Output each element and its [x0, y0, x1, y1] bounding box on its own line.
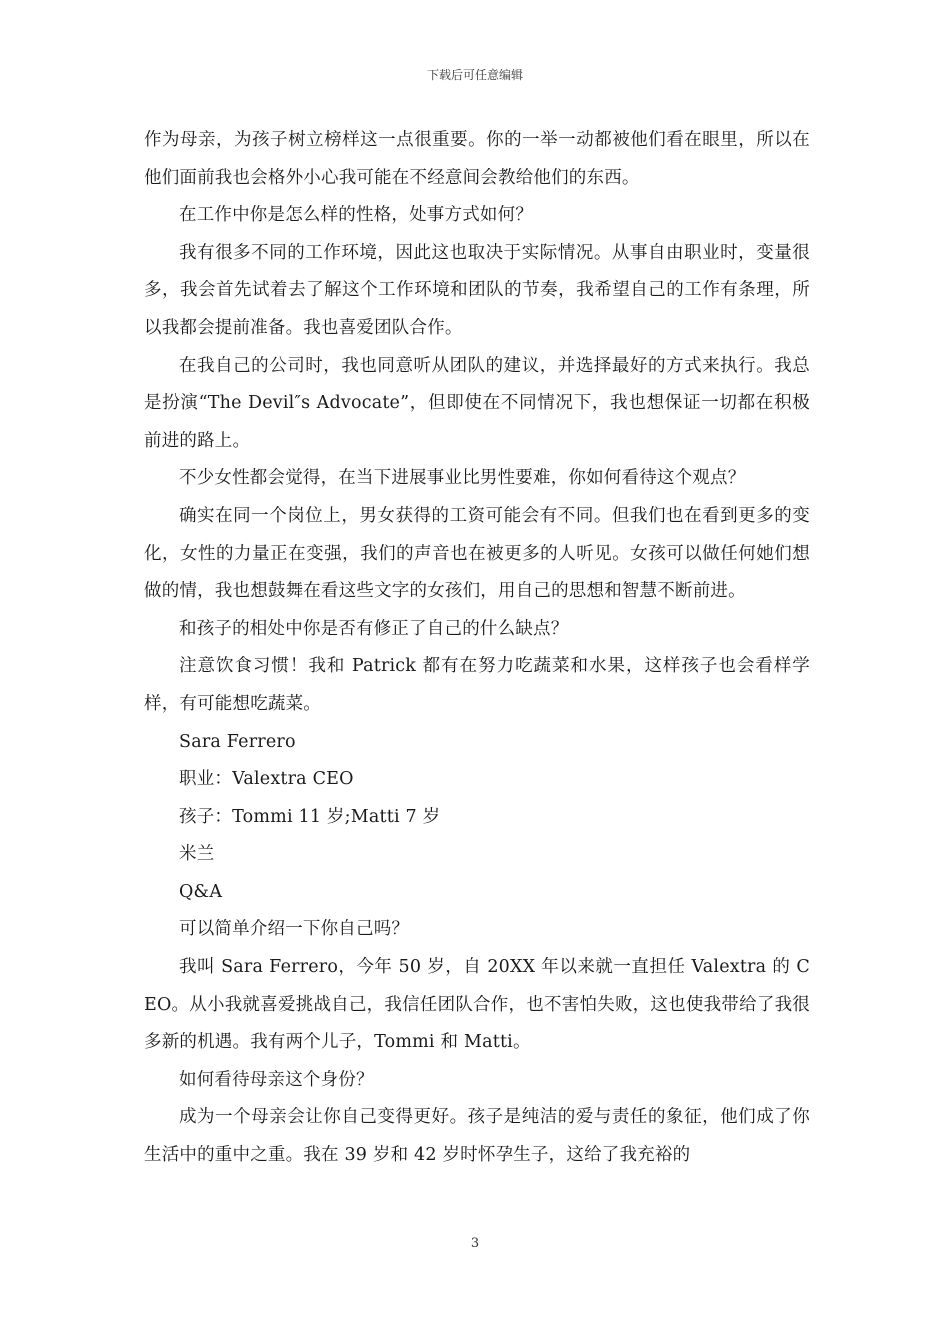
paragraph: 确实在同一个岗位上，男女获得的工资可能会有不同。但我们也在看到更多的变化，女性的力量正在变强，我们的声音也在被更多的人听见。女孩可以做任何她们想做的情，我也想鼓舞在看这些文字的女孩们，用自己的思想和智慧不断前进。	[144, 505, 810, 602]
paragraph: 作为母亲，为孩子树立榜样这一点很重要。你的一举一动都被他们看在眼里，所以在他们面前我也会格外小心我可能在不经意间会教给他们的东西。	[144, 130, 810, 188]
paragraph: 我叫 Sara Ferrero，今年 50 岁，自 20XX 年以来就一直担任 Valextra 的 CEO。从小我就喜爱挑战自己，我信任团队合作，也不害怕失败，这也使我带给了我很多新的机遇。我有两个儿子，Tommi 和 Matti。	[144, 957, 810, 1053]
page-number: 3	[470, 1236, 480, 1251]
paragraph: 注意饮食习惯！我和 Patrick 都有在努力吃蔬菜和水果，这样孩子也会看样学样，有可能想吃蔬菜。	[144, 656, 810, 714]
paragraph: 孩子：Tommi 11 岁;Matti 7 岁	[179, 806, 441, 827]
paragraph: 不少女性都会觉得，在当下进展事业比男性要难，你如何看待这个观点？	[179, 468, 746, 489]
paragraph: Q&A	[179, 881, 223, 902]
paragraph: 可以简单介绍一下你自己吗？	[179, 919, 410, 940]
paragraph: 在工作中你是怎么样的性格，处事方式如何？	[179, 205, 533, 226]
paragraph: 我有很多不同的工作环境，因此这也取决于实际情况。从事自由职业时，变量很多，我会首先试着去了解这个工作环境和团队的节奏，我希望自己的工作有条理，所以我都会提前准备。我也喜爱团队合作。	[144, 242, 810, 338]
page-header: 下载后可任意编辑	[426, 68, 523, 82]
paragraph: 如何看待母亲这个身份？	[179, 1069, 374, 1090]
paragraph: 在我自己的公司时，我也同意听从团队的建议，并选择最好的方式来执行。我总是扮演“The Devil″s Advocate”，但即使在不同情况下，我也想保证一切都在积极前进的路上。	[144, 355, 810, 451]
paragraph: 和孩子的相处中你是否有修正了自己的什么缺点？	[179, 618, 569, 639]
document-body	[144, 122, 810, 1175]
paragraph: 成为一个母亲会让你自己变得更好。孩子是纯洁的爱与责任的象征，他们成了你生活中的重中之重。我在 39 岁和 42 岁时怀孕生子，这给了我充裕的	[144, 1107, 810, 1166]
paragraph: 米兰	[179, 844, 215, 865]
paragraph: Sara Ferrero	[179, 731, 296, 752]
paragraph: 职业：Valextra CEO	[179, 769, 354, 790]
